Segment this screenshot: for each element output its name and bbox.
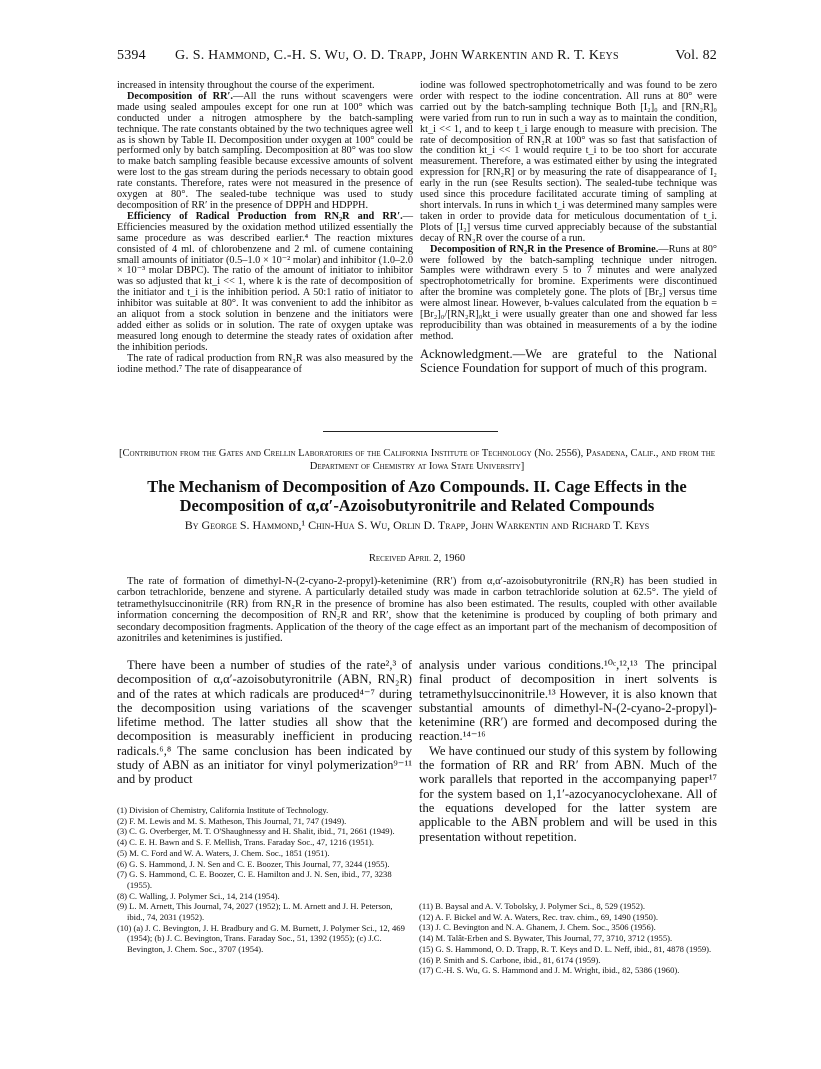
body-right-column <box>419 658 717 844</box>
acknowledgment: Acknowledgment.—We are grateful to the National Science Foundation for support of much of this program. <box>420 346 717 375</box>
paragraph-heading: Efficiency of Radical Production from RN₂R and RR′. <box>127 210 403 222</box>
footnote: (17) C.-H. S. Wu, G. S. Hammond and J. M. Wright, ibid., 82, 5386 (1960). <box>419 965 680 976</box>
paragraph-text: iodine was followed spectrophotometrically and was found to be zero order with respect to the iodine concentration. All runs at 80° were carried out by the batch-sampling technique Both [I₂]₀ and [RN₂R]₀ were varied from run to run in such a way as to maintain the condition, kt_i << 1, and to keep t_i large enough to measure with precision. The rate of decomposition of RN₂R at 100° was so fast that satisfaction of the condition kt_i << 1 would require t_i to be too short for accurate measurement. Therefore, a was estimated either by using the integrated expression for [RN₂R] or by measuring the rate of disappearance of I₂ early in the run (see Results section). The sealed-tube technique was used since this procedure facilitated accurate timing of sampling at short intervals. In runs in which t_i was determined many samples were taken in order to provide data for meticulous documentation of t_i. Plots of [I₂] versus time curved appreciably because of the substantial decay of RN₂R over the course of a run. <box>420 80 717 244</box>
page-number: 5394 <box>117 48 146 63</box>
contribution-note: [Contribution from the Gates and Crellin Laboratories of the California Institute of Technology (No. 2556), Pasadena, Calif., and from the Department of Chemistry at Iowa State University] <box>118 448 716 472</box>
footnote: (15) G. S. Hammond, O. D. Trapp, R. T. Keys and D. L. Neff, ibid., 81, 4878 (1959). <box>419 943 712 954</box>
header-authors: G. S. Hammond, C.-H. S. Wu, O. D. Trapp, John Warkentin and R. T. Keys <box>175 48 619 63</box>
footnote: (5) M. C. Ford and W. A. Waters, J. Chem. Soc., 1851 (1951). <box>117 847 330 858</box>
paragraph-heading: Decomposition of RR′. <box>127 90 233 102</box>
paragraph <box>420 245 717 343</box>
paragraph <box>117 92 413 212</box>
paragraph <box>420 81 717 245</box>
body-paragraph: We have continued our study of this system by following the formation of RR and RR′ from ABN. Much of the work parallels that reported in the accompanying paper¹⁷ for the system based on 1,1′-azocyanocyclohexane. All of the equations developed for the latter system are applicable to the ABN problem and will be used in this presentation without repetition. <box>419 743 717 844</box>
body-left-column <box>117 658 412 787</box>
footnote: (9) L. M. Arnett, This Journal, 74, 2027 (1952); L. M. Arnett and J. H. Peterson, ibid., 74, 2031 (1952). <box>117 901 393 923</box>
footnote: (2) F. M. Lewis and M. S. Matheson, This Journal, 71, 747 (1949). <box>117 815 347 826</box>
article-title: The Mechanism of Decomposition of Azo Compounds. II. Cage Effects in the Decomposition of α,α′-Azoisobutyronitrile and Related Compounds <box>147 477 687 515</box>
paragraph <box>117 354 413 376</box>
footnote: (7) G. S. Hammond, C. E. Boozer, C. E. Hamilton and J. N. Sen, ibid., 77, 3238 (1955). <box>117 869 392 890</box>
abstract <box>117 576 717 644</box>
footnote: (12) A. F. Bickel and W. A. Waters, Rec. trav. chim., 69, 1490 (1950). <box>419 911 658 922</box>
footnote: (6) G. S. Hammond, J. N. Sen and C. E. Boozer, This Journal, 77, 3244 (1955). <box>117 858 390 869</box>
footnote: (16) P. Smith and S. Carbone, ibid., 81, 6174 (1959). <box>419 954 601 965</box>
footnotes-left <box>117 805 412 955</box>
previous-article-left-column <box>117 81 413 375</box>
footnote: (13) J. C. Bevington and N. A. Ghanem, J. Chem. Soc., 3506 (1956). <box>419 922 656 933</box>
footnote: (14) M. Talât-Erben and S. Bywater, This Journal, 77, 3710, 3712 (1955). <box>419 933 673 944</box>
body-paragraph: analysis under various conditions.¹⁰ᶜ,¹²,¹³ The principal final product of decomposition in inert solvents is tetramethylsuccinonitrile.¹³ However, it is also known that substantial amounts of dimethyl-N-(2-cyano-2-propyl)-ketenimine (RR′) are formed and decomposed during the reaction.¹⁴⁻¹⁶ <box>419 658 717 744</box>
footnote: (8) C. Walling, J. Polymer Sci., 14, 214 (1954). <box>117 890 280 901</box>
paragraph-text: —Runs at 80° were followed by the batch-sampling technique under nitrogen. Samples were withdrawn every 5 to 7 minutes and were analyzed spectrophotometrically for bromine. Experiments were discontinued after the bromine was completely gone. The plots of [Br₂] versus time were almost linear. However, b-values calculated from the equation b = [Br₂]₀/[RN₂R]₀kt_i were usually greater than one and showed far less reproducibility than was obtained in measurements of a by the iodine method. <box>420 243 717 342</box>
paragraph-text: —All the runs without scavengers were made using sealed ampoules except for one run at 100° which was conducted under a nitrogen atmosphere by the batch-sampling technique. The rate constants obtained by the two techniques agree well as is shown by Table II. Decomposition under oxygen at 100° could be performed only by batch sampling. Decomposition at 80° was too slow to make batch sampling feasible because excessive amounts of solvent were lost to the gas stream during the periods necessary to obtain good rate constants. Therefore, rates were not measured in the presence of oxygen at 80°. The sealed-tube technique was used to study decomposition of RR′ in the presence of DPPH and HDPPH. <box>117 90 414 211</box>
volume-label: Vol. 82 <box>675 48 717 63</box>
footnote: (3) C. G. Overberger, M. T. O'Shaughnessy and H. Shalit, ibid., 71, 2661 (1949). <box>117 826 395 837</box>
paragraph-text: The rate of radical production from RN₂R was also measured by the iodine method.⁷ The rate of disappearance of <box>117 352 413 375</box>
paragraph-text: increased in intensity throughout the course of the experiment. <box>117 80 375 91</box>
author-byline: By George S. Hammond,¹ Chin-Hua S. Wu, Orlin D. Trapp, John Warkentin and Richard T. Keys <box>184 518 650 532</box>
section-divider <box>323 431 498 432</box>
abstract-text: The rate of formation of dimethyl-N-(2-cyano-2-propyl)-ketenimine (RR′) from α,α′-azoisobutyronitrile (RN₂R) has been studied in carbon tetrachloride, benzene and styrene. A particularly detailed study was made in carbon tetrachloride solution at 62.5°. The yield of tetramethylsuccinonitrile (RR) from RN₂R in the presence of bromine has also been estimated. The results, coupled with other available information concerning the decomposition of RN₂R and RR′, show that the ketenimine is produced by coupling of both primary and secondary decomposition fragments. Application of the theory of the cage effect as an important part of the mechanism of decomposition of azonitriles and ketenimines is justified. <box>117 576 717 645</box>
body-paragraph: There have been a number of studies of the rate²,³ of decomposition of α,α′-azoisobutyronitrile (ABN, RN₂R) and of the rates at which radicals are produced⁴⁻⁷ during the decomposition using variations of the scavenger lifetime method. The latter studies all show that the decomposition is measurably inefficient in producing radicals.⁶,⁸ The same conclusion has been indicated by study of ABN as an initiator for vinyl polymerization⁹⁻¹¹ and by product <box>117 658 412 787</box>
footnotes-right <box>419 901 717 976</box>
paragraph <box>117 212 413 354</box>
running-header <box>117 48 717 66</box>
footnote: (1) Division of Chemistry, California Institute of Technology. <box>117 805 329 815</box>
footnote: (10) (a) J. C. Bevington, J. H. Bradbury and G. M. Burnett, J. Polymer Sci., 12, 469 (1954); (b) J. C. Bevington, Trans. Faraday Soc., 51, 1392 (1955); (c) J.C. Bevington, J. Chem. Soc., 3707 (1954). <box>117 922 405 955</box>
previous-article-right-column <box>420 81 717 375</box>
received-date: Received April 2, 1960 <box>368 553 466 564</box>
footnote: (11) B. Baysal and A. V. Tobolsky, J. Polymer Sci., 8, 529 (1952). <box>419 901 646 911</box>
paragraph-heading: Decomposition of RN₂R in the Presence of Bromine. <box>430 243 659 255</box>
footnote: (4) C. E. H. Bawn and S. F. Mellish, Trans. Faraday Soc., 47, 1216 (1951). <box>117 837 374 848</box>
paragraph-text: —Efficiencies measured by the oxidation method utilized essentially the same procedure as was described earlier.⁴ The reaction mixtures consisted of 4 ml. of chlorobenzene and 2 ml. of cumene containing small amounts of initiator (0.5–1.0 × 10⁻² molar) and inhibitor (1.0–2.0 × 10⁻³ molar DBPC). The ratio of the amount of initiator to inhibitor was so adjusted that kt_i << 1, where k is the rate of decomposition of the initiator and t_i is the inhibition period. A 50:1 ratio of initiator to inhibitor was suitable at 80°. It was convenient to add the inhibitor as an aliquot from a stock solution in benzene and the initiators were added either as solids or in solution. The rate of oxygen uptake was measured long enough to determine the steady rates of oxidation after the inhibition periods. <box>117 210 413 353</box>
